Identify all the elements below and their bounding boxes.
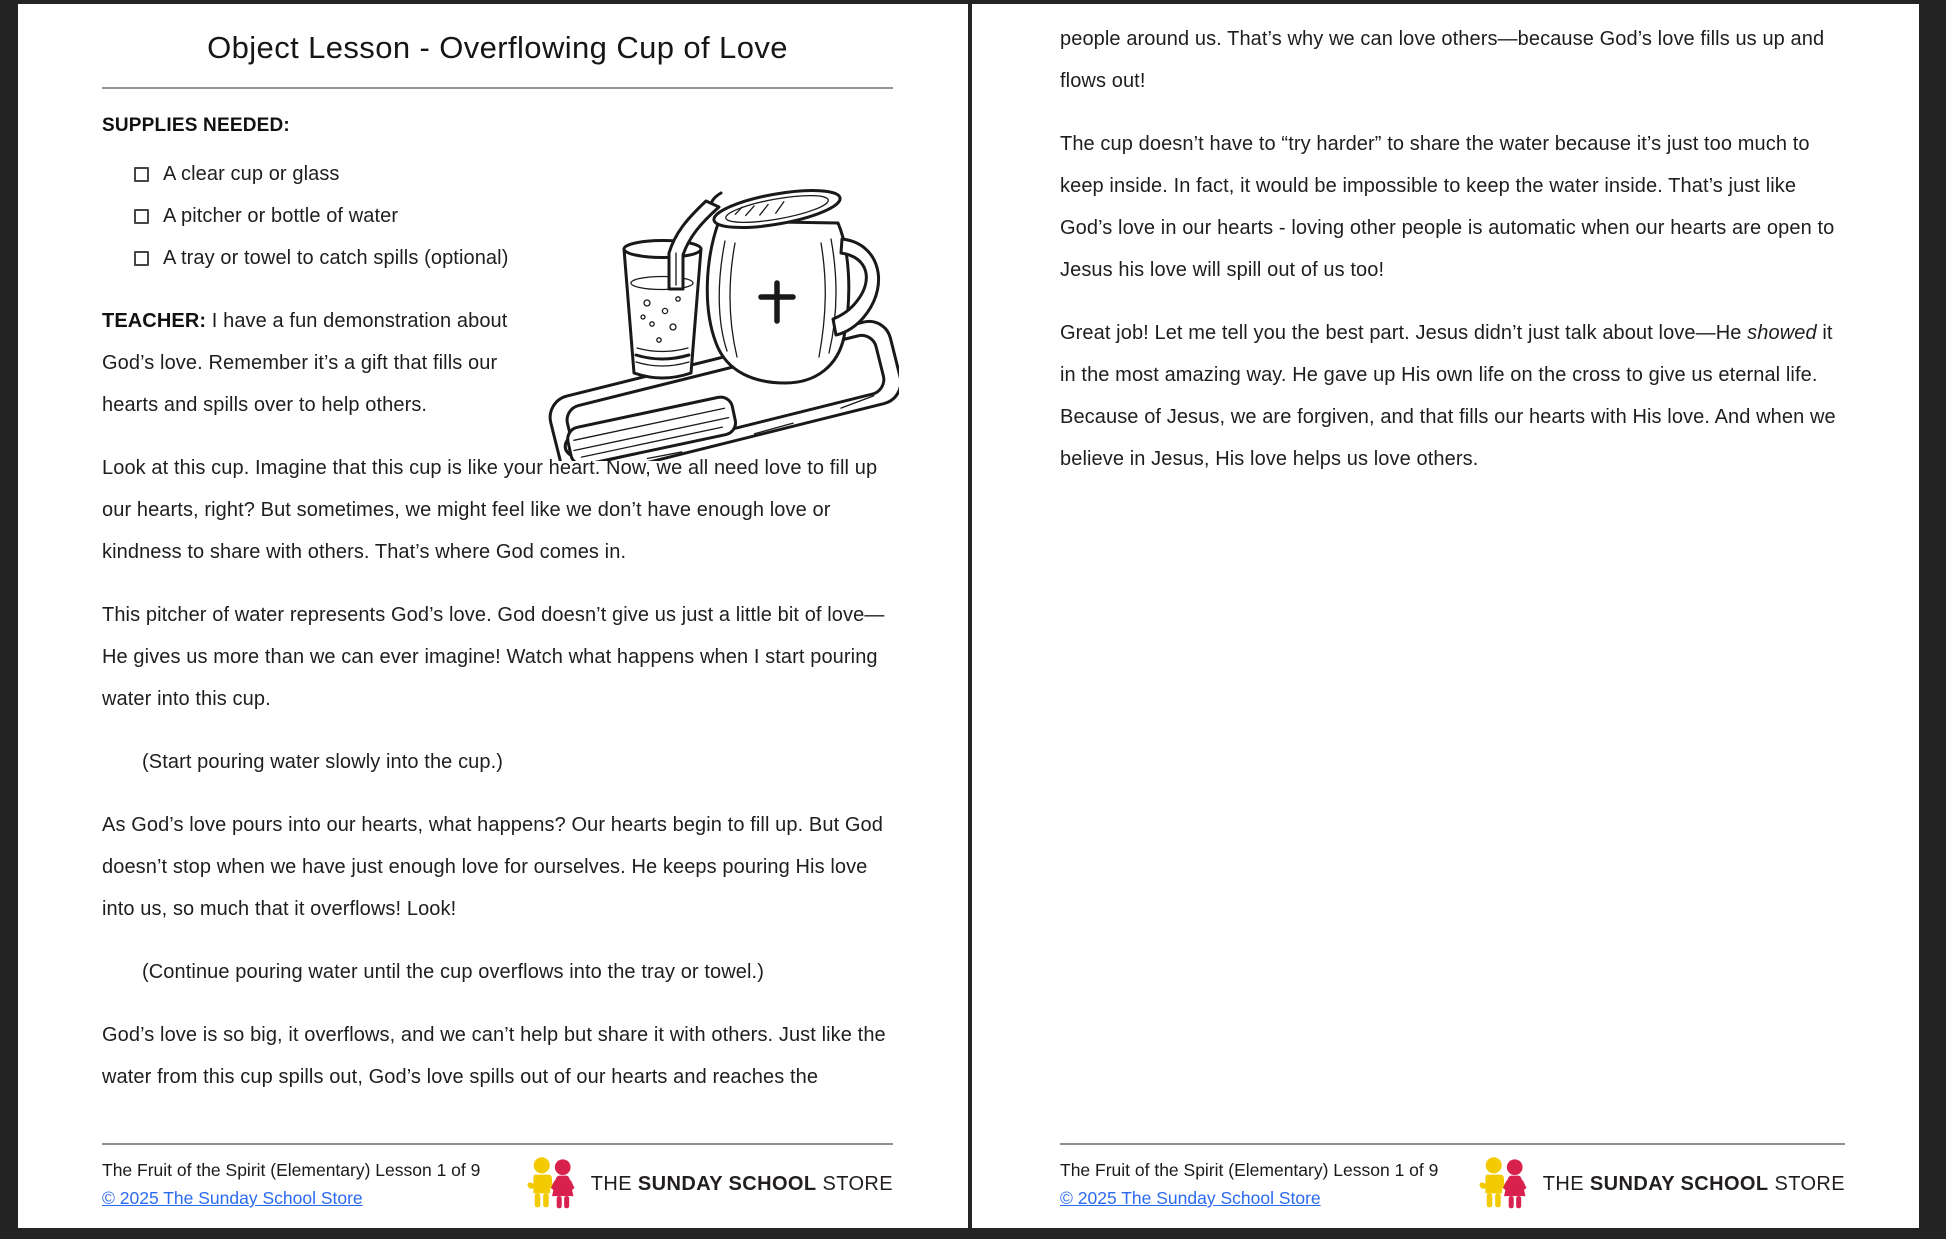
lesson-info: The Fruit of the Spirit (Elementary) Lesson 1 of 9 [102,1160,481,1180]
checkbox-icon [134,167,149,182]
paragraph-pitcher-represents: This pitcher of water represents God’s love. God doesn’t give us just a little bit of love—He gives us more than we can ever imagine! Watch what happens when I start pouring water into this cup. [102,604,885,710]
footer-text-block [1060,1156,1438,1212]
pitcher-glass-tray-icon [539,131,899,461]
logo-text-sunday-school: SUNDAY SCHOOL [1589,1172,1769,1195]
great-job-text-continued: it in the most amazing way. He gave up His own life on the cross to give us eternal life. Because of Jesus, we are forgiven, and that fills our hearts with His love. And when we believe in Jesus, His love helps us love others. [1060,322,1836,470]
logo-kids-icon [526,1156,578,1212]
logo-text [591,1173,893,1196]
supplies-item-label: A clear cup or glass [163,162,340,185]
teacher-paragraph [102,300,532,426]
supplies-list [102,153,532,279]
paragraph-love-pours: As God’s love pours into our hearts, what happens? Our hearts begin to fill up. But God doesn’t stop when we have just enough love for ourselves. He keeps pouring His love into us, so much that it overflows! Look! [102,814,884,920]
paragraph-look-at-cup: Look at this cup. Imagine that this cup is like your heart. Now, we all need love to fill up our hearts, right? But sometimes, we might feel like we don’t have enough love or kindness to share with others. That’s where God comes in. [102,457,878,563]
copyright-link[interactable]: © 2025 The Sunday School Store [1060,1188,1321,1208]
supplies-item [134,153,532,195]
page-2 [972,4,1919,1228]
supplies-item-label: A tray or towel to catch spills (optional) [163,246,509,269]
supplies-item [134,195,532,237]
page-1 [18,4,968,1228]
teacher-label: TEACHER: [102,310,207,332]
page-1-content [102,115,893,1098]
logo-text [1543,1173,1845,1196]
logo-text-the: THE [1542,1172,1590,1195]
page-title: Object Lesson - Overflowing Cup of Love [207,30,788,65]
paragraph-cup-try-harder: The cup doesn’t have to “try harder” to share the water because it’s just too much to keep inside. In fact, it would be impossible to keep the water inside. That’s just like God’s love in our hearts - loving other people is automatic when our hearts are open to Jesus his love will spill out of us too! [1060,133,1835,281]
page-2-content [1060,18,1845,480]
supplies-item-label: A pitcher or bottle of water [163,204,399,227]
store-logo [1478,1156,1845,1212]
store-logo [526,1156,893,1212]
logo-text-the: THE [590,1172,638,1195]
great-job-italic-word: showed [1747,322,1817,344]
lesson-info: The Fruit of the Spirit (Elementary) Lesson 1 of 9 [1060,1160,1439,1180]
logo-text-sunday-school: SUNDAY SCHOOL [637,1172,817,1195]
great-job-text: Great job! Let me tell you the best part. Jesus didn’t just talk about love—He [1060,322,1748,344]
page-2-footer [1060,1143,1845,1212]
checkbox-icon [134,209,149,224]
paragraph-people-around-us: people around us. That’s why we can love others—because God’s love fills us up and flows out! [1060,28,1825,92]
paragraph-great-job [1060,312,1845,480]
logo-kids-icon [1478,1156,1530,1212]
stage-direction-start-pouring: (Start pouring water slowly into the cup.) [142,751,504,773]
title-divider [102,87,893,89]
copyright-link[interactable]: © 2025 The Sunday School Store [102,1188,363,1208]
supplies-item [134,237,532,279]
logo-text-store: STORE [1768,1172,1845,1195]
paragraph-love-so-big: God’s love is so big, it overflows, and we can’t help but share it with others. Just like the water from this cup spills out, God’s love spills out of our hearts and reaches the [102,1024,886,1088]
pitcher-pouring-illustration [539,131,899,461]
page-1-footer [102,1143,893,1212]
checkbox-icon [134,251,149,266]
logo-text-store: STORE [816,1172,893,1195]
footer-text-block [102,1156,480,1212]
supplies-heading: SUPPLIES NEEDED: [102,115,290,136]
stage-direction-continue-pouring: (Continue pouring water until the cup overflows into the tray or towel.) [142,961,764,983]
teacher-text: I have a fun demonstration about God’s love. Remember it’s a gift that fills our hearts and spills over to help others. [102,310,508,416]
